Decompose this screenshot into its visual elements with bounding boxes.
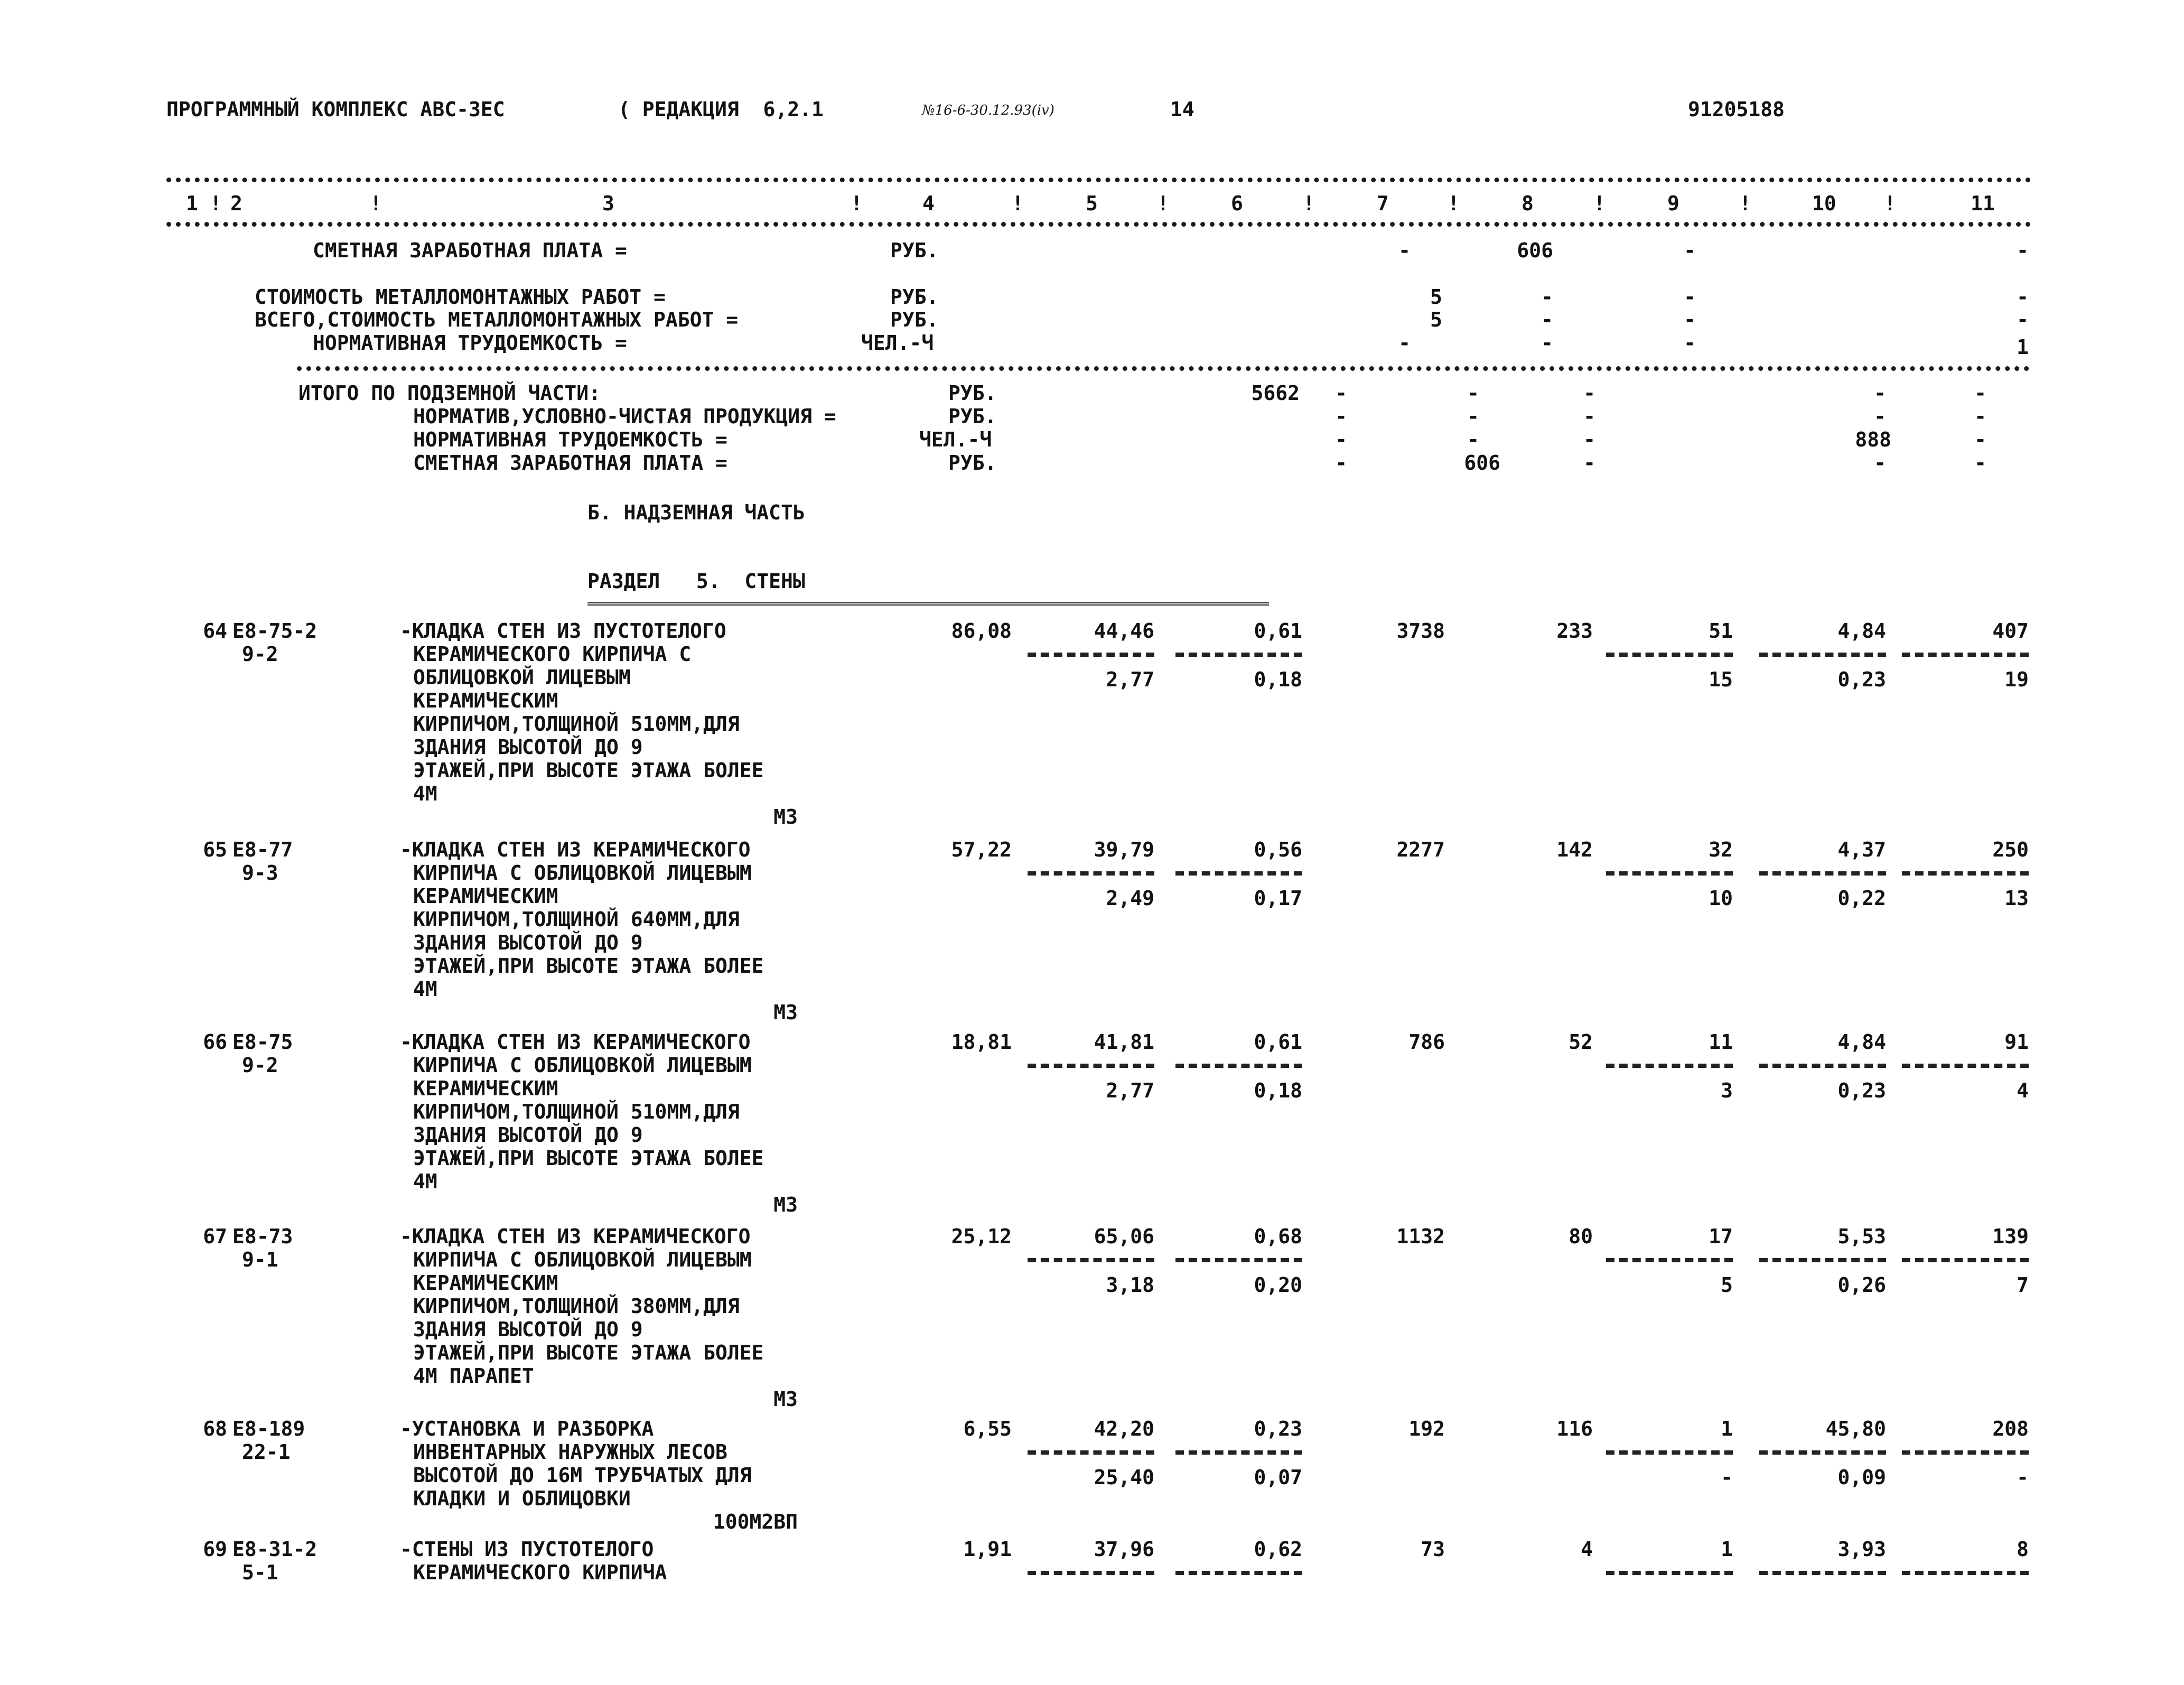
column-number: 8 [1522, 192, 1534, 215]
page-number: 14 [1170, 98, 1194, 121]
price-separator [1028, 1571, 1154, 1575]
item-description-line: ИНВЕНТАРНЫХ НАРУЖНЫХ ЛЕСОВ [413, 1440, 727, 1464]
item-code: Е8-31-2 [232, 1538, 318, 1561]
resource-separator [1902, 653, 2029, 657]
item-number: 66 [203, 1030, 227, 1054]
document-code: 91205188 [1688, 98, 1785, 121]
resource-separator [1902, 1450, 2029, 1455]
item-description-line: 4М [413, 978, 437, 1001]
item-col10: 5,53 [1837, 1225, 1886, 1248]
item-description-line: ЭТАЖЕЙ,ПРИ ВЫСОТЕ ЭТАЖА БОЛЕЕ [413, 1341, 764, 1364]
total-unit: РУБ. [948, 405, 997, 428]
item-col9-sub: - [1721, 1466, 1733, 1489]
item-machine-price: 2,49 [1106, 887, 1154, 910]
summary-rule [297, 366, 2030, 371]
item-unit-wage: 0,61 [1254, 619, 1302, 643]
total-value: - [1467, 405, 1479, 428]
item-machine-wage: 0,07 [1254, 1466, 1302, 1489]
item-col10: 4,84 [1837, 619, 1886, 643]
total-value: - [1974, 381, 1986, 405]
summary-unit: РУБ. [890, 308, 939, 331]
total-value: - [1974, 428, 1986, 451]
item-machine-price: 25,40 [1094, 1466, 1154, 1489]
summary-value: - [1398, 331, 1411, 355]
item-description-line: -СТЕНЫ ИЗ ПУСТОТЕЛОГО [400, 1538, 654, 1561]
item-code: Е8-75 [232, 1030, 293, 1054]
resource-separator [1759, 1064, 1886, 1068]
item-col9: 32 [1709, 838, 1733, 861]
column-number: 1 [186, 192, 198, 215]
item-col9: 11 [1709, 1030, 1733, 1054]
summary-value: 606 [1517, 239, 1553, 262]
item-code-sub: 5-1 [242, 1561, 278, 1584]
resource-separator [1902, 1571, 2029, 1575]
item-unit-wage: 0,61 [1254, 1030, 1302, 1054]
item-description-line: КИРПИЧОМ,ТОЛЩИНОЙ 640ММ,ДЛЯ [413, 908, 740, 931]
item-description-line: КЕРАМИЧЕСКИМ [413, 885, 558, 908]
resource-separator [1606, 1450, 1733, 1455]
item-col10-sub: 0,23 [1837, 668, 1886, 691]
summary-label: СТОИМОСТЬ МЕТАЛЛОМОНТАЖНЫХ РАБОТ = [255, 285, 666, 309]
item-col11: 91 [2004, 1030, 2029, 1054]
total-value: - [1335, 381, 1347, 405]
resource-separator [1759, 653, 1886, 657]
item-description-line: ЗДАНИЯ ВЫСОТОЙ ДО 9 [413, 736, 643, 759]
item-description-line: 4М [413, 1170, 437, 1193]
item-col9: 17 [1709, 1225, 1733, 1248]
item-total-cost: 786 [1408, 1030, 1445, 1054]
item-unit: М3 [773, 1193, 798, 1216]
part-title: Б. НАДЗЕМНАЯ ЧАСТЬ [587, 501, 805, 524]
item-unit-wage: 0,23 [1254, 1417, 1302, 1440]
item-col11: 208 [1992, 1417, 2029, 1440]
item-description-line: ОБЛИЦОВКОЙ ЛИЦЕВЫМ [413, 666, 631, 689]
item-number: 68 [203, 1417, 227, 1440]
item-total-cost: 1132 [1396, 1225, 1445, 1248]
price-separator [1028, 1258, 1154, 1262]
total-label: НОРМАТИВНАЯ ТРУДОЕМКОСТЬ = [413, 428, 727, 451]
item-code: Е8-73 [232, 1225, 293, 1248]
underground-total-title: ИТОГО ПО ПОДЗЕМНОЙ ЧАСТИ: [298, 381, 601, 405]
item-total-wage: 116 [1556, 1417, 1593, 1440]
item-description-line: КИРПИЧОМ,ТОЛЩИНОЙ 510ММ,ДЛЯ [413, 712, 740, 736]
item-code: Е8-75-2 [232, 619, 318, 643]
item-total-cost: 192 [1408, 1417, 1445, 1440]
summary-unit: РУБ. [890, 285, 939, 309]
summary-unit: ЧЕЛ.-Ч [861, 331, 934, 355]
item-code-sub: 9-2 [242, 643, 278, 666]
resource-separator [1902, 871, 2029, 876]
item-col11: 8 [2017, 1538, 2029, 1561]
item-total-wage: 52 [1569, 1030, 1593, 1054]
item-code: Е8-189 [232, 1417, 305, 1440]
price-separator [1175, 653, 1302, 657]
item-unit-price: 42,20 [1094, 1417, 1154, 1440]
summary-value: - [1541, 285, 1553, 309]
item-col10: 4,37 [1837, 838, 1886, 861]
summary-value: - [1684, 285, 1696, 309]
summary-value: - [2017, 285, 2029, 309]
item-col10-sub: 0,26 [1837, 1273, 1886, 1297]
total-unit: РУБ. [948, 451, 997, 474]
item-code-sub: 22-1 [242, 1440, 291, 1464]
total-unit: РУБ. [948, 381, 997, 405]
item-col9: 51 [1709, 619, 1733, 643]
item-total-cost: 73 [1421, 1538, 1445, 1561]
price-separator [1028, 653, 1154, 657]
total-unit: ЧЕЛ.-Ч [919, 428, 992, 451]
item-description-line: -КЛАДКА СТЕН ИЗ КЕРАМИЧЕСКОГО [400, 1225, 751, 1248]
summary-value: 1 [2017, 336, 2029, 359]
item-col9: 1 [1721, 1538, 1733, 1561]
price-separator [1175, 871, 1302, 876]
resource-separator [1902, 1258, 2029, 1262]
item-description-line: ЗДАНИЯ ВЫСОТОЙ ДО 9 [413, 931, 643, 954]
item-machine-wage: 0,18 [1254, 1079, 1302, 1102]
edition: ( РЕДАКЦИЯ 6,2.1 [618, 98, 824, 121]
item-col10-sub: 0,23 [1837, 1079, 1886, 1102]
item-total-cost: 3738 [1396, 619, 1445, 643]
item-unit: 100М2ВП [713, 1510, 798, 1533]
item-number: 69 [203, 1538, 227, 1561]
price-separator [1028, 1450, 1154, 1455]
item-total-wage: 142 [1556, 838, 1593, 861]
total-value: - [1583, 381, 1595, 405]
item-unit: М3 [773, 805, 798, 828]
item-col11-sub: 4 [2017, 1079, 2029, 1102]
item-col9-sub: 10 [1709, 887, 1733, 910]
top-rule [166, 178, 2031, 182]
summary-value: - [1684, 331, 1696, 355]
resource-separator [1606, 1258, 1733, 1262]
item-description-line: ВЫСОТОЙ ДО 16М ТРУБЧАТЫХ ДЛЯ [413, 1464, 752, 1487]
item-quantity: 18,81 [951, 1030, 1012, 1054]
column-number: 5 [1086, 192, 1098, 215]
total-value: - [1583, 405, 1595, 428]
total-value: - [1974, 405, 1986, 428]
item-description-line: КИРПИЧА С ОБЛИЦОВКОЙ ЛИЦЕВЫМ [413, 1248, 752, 1271]
item-col10: 4,84 [1837, 1030, 1886, 1054]
summary-value: - [1684, 308, 1696, 331]
total-value: - [1874, 405, 1886, 428]
item-col9-sub: 3 [1721, 1079, 1733, 1102]
item-description-line: ЗДАНИЯ ВЫСОТОЙ ДО 9 [413, 1318, 643, 1341]
summary-value: - [1541, 331, 1553, 355]
column-number: 4 [922, 192, 935, 215]
item-col11-sub: 7 [2017, 1273, 2029, 1297]
summary-value: - [2017, 239, 2029, 262]
item-machine-price: 2,77 [1106, 668, 1154, 691]
column-number: 11 [1971, 192, 1995, 215]
item-col10-sub: 0,22 [1837, 887, 1886, 910]
column-number: 9 [1667, 192, 1679, 215]
item-col11-sub: - [2017, 1466, 2029, 1489]
item-description-line: -КЛАДКА СТЕН ИЗ ПУСТОТЕЛОГО [400, 619, 726, 643]
price-separator [1175, 1258, 1302, 1262]
item-code-sub: 9-2 [242, 1054, 278, 1077]
price-separator [1028, 871, 1154, 876]
total-value: - [1583, 451, 1595, 474]
item-code-sub: 9-3 [242, 861, 278, 885]
item-description-line: КИРПИЧА С ОБЛИЦОВКОЙ ЛИЦЕВЫМ [413, 1054, 752, 1077]
item-col11: 139 [1992, 1225, 2029, 1248]
item-description-line: КИРПИЧОМ,ТОЛЩИНОЙ 510ММ,ДЛЯ [413, 1100, 740, 1123]
total-value: - [1874, 451, 1886, 474]
item-unit-wage: 0,62 [1254, 1538, 1302, 1561]
summary-value: - [1398, 239, 1411, 262]
item-total-cost: 2277 [1396, 838, 1445, 861]
resource-separator [1606, 1064, 1733, 1068]
item-unit-wage: 0,68 [1254, 1225, 1302, 1248]
price-separator [1028, 1064, 1154, 1068]
item-unit-price: 37,96 [1094, 1538, 1154, 1561]
item-description-line: ЭТАЖЕЙ,ПРИ ВЫСОТЕ ЭТАЖА БОЛЕЕ [413, 759, 764, 782]
summary-value: 5 [1430, 308, 1442, 331]
item-number: 64 [203, 619, 227, 643]
item-machine-price: 3,18 [1106, 1273, 1154, 1297]
item-col11-sub: 19 [2004, 668, 2029, 691]
resource-separator [1759, 1258, 1886, 1262]
item-col11: 407 [1992, 619, 2029, 643]
total-value: - [1335, 428, 1347, 451]
total-value: - [1974, 451, 1986, 474]
item-unit-price: 39,79 [1094, 838, 1154, 861]
item-description-line: КЕРАМИЧЕСКОГО КИРПИЧА [413, 1561, 667, 1584]
summary-unit: РУБ. [890, 239, 939, 262]
total-value: - [1583, 428, 1595, 451]
item-description-line: КЕРАМИЧЕСКОГО КИРПИЧА С [413, 643, 692, 666]
summary-label: НОРМАТИВНАЯ ТРУДОЕМКОСТЬ = [313, 331, 627, 355]
item-description-line: ЭТАЖЕЙ,ПРИ ВЫСОТЕ ЭТАЖА БОЛЕЕ [413, 954, 764, 978]
item-unit: М3 [773, 1001, 798, 1024]
column-number: 10 [1812, 192, 1836, 215]
item-machine-wage: 0,20 [1254, 1273, 1302, 1297]
item-quantity: 1,91 [963, 1538, 1012, 1561]
item-description-line: ЭТАЖЕЙ,ПРИ ВЫСОТЕ ЭТАЖА БОЛЕЕ [413, 1147, 764, 1170]
total-value: 5662 [1251, 381, 1300, 405]
item-quantity: 25,12 [951, 1225, 1012, 1248]
summary-label: ВСЕГО,СТОИМОСТЬ МЕТАЛЛОМОНТАЖНЫХ РАБОТ = [255, 308, 739, 331]
section-underline [587, 602, 1269, 606]
item-description-line: 4М ПАРАПЕТ [413, 1364, 534, 1388]
summary-value: - [1541, 308, 1553, 331]
resource-separator [1606, 653, 1733, 657]
item-col9-sub: 15 [1709, 668, 1733, 691]
item-description-line: КЕРАМИЧЕСКИМ [413, 1271, 558, 1295]
total-value: - [1874, 381, 1886, 405]
item-code: Е8-77 [232, 838, 293, 861]
resource-separator [1606, 871, 1733, 876]
item-col9-sub: 5 [1721, 1273, 1733, 1297]
item-description-line: КИРПИЧОМ,ТОЛЩИНОЙ 380ММ,ДЛЯ [413, 1295, 740, 1318]
item-description-line: КИРПИЧА С ОБЛИЦОВКОЙ ЛИЦЕВЫМ [413, 861, 752, 885]
item-quantity: 57,22 [951, 838, 1012, 861]
item-col11-sub: 13 [2004, 887, 2029, 910]
item-number: 65 [203, 838, 227, 861]
item-machine-wage: 0,18 [1254, 668, 1302, 691]
item-unit-price: 41,81 [1094, 1030, 1154, 1054]
item-unit: М3 [773, 1388, 798, 1411]
item-description-line: КЛАДКИ И ОБЛИЦОВКИ [413, 1487, 631, 1510]
item-description-line: -УСТАНОВКА И РАЗБОРКА [400, 1417, 654, 1440]
total-value: - [1335, 451, 1347, 474]
item-col10-sub: 0,09 [1837, 1466, 1886, 1489]
resource-separator [1759, 871, 1886, 876]
item-total-wage: 4 [1581, 1538, 1593, 1561]
item-unit-wage: 0,56 [1254, 838, 1302, 861]
total-value: - [1467, 381, 1479, 405]
item-unit-price: 65,06 [1094, 1225, 1154, 1248]
item-number: 67 [203, 1225, 227, 1248]
total-value: 606 [1464, 451, 1500, 474]
column-number: 3 [602, 192, 614, 215]
resource-separator [1759, 1450, 1886, 1455]
header-bottom-rule [166, 222, 2031, 227]
item-code-sub: 9-1 [242, 1248, 278, 1271]
total-value: - [1335, 405, 1347, 428]
resource-separator [1759, 1571, 1886, 1575]
item-description-line: КЕРАМИЧЕСКИМ [413, 689, 558, 712]
item-description-line: ЗДАНИЯ ВЫСОТОЙ ДО 9 [413, 1123, 643, 1147]
section-title: РАЗДЕЛ 5. СТЕНЫ [587, 570, 805, 593]
total-value: - [1467, 428, 1479, 451]
item-quantity: 86,08 [951, 619, 1012, 643]
item-description-line: КЕРАМИЧЕСКИМ [413, 1077, 558, 1100]
price-separator [1175, 1064, 1302, 1068]
item-description-line: -КЛАДКА СТЕН ИЗ КЕРАМИЧЕСКОГО [400, 1030, 751, 1054]
item-col10: 45,80 [1825, 1417, 1886, 1440]
item-col11: 250 [1992, 838, 2029, 861]
item-quantity: 6,55 [963, 1417, 1012, 1440]
item-description-line: 4М [413, 782, 437, 805]
item-col10: 3,93 [1837, 1538, 1886, 1561]
total-label: НОРМАТИВ,УСЛОВНО-ЧИСТАЯ ПРОДУКЦИЯ = [413, 405, 836, 428]
total-label: СМЕТНАЯ ЗАРАБОТНАЯ ПЛАТА = [413, 451, 727, 474]
price-separator [1175, 1571, 1302, 1575]
summary-value: 5 [1430, 285, 1442, 309]
column-number: 6 [1231, 192, 1243, 215]
item-machine-wage: 0,17 [1254, 887, 1302, 910]
item-total-wage: 80 [1569, 1225, 1593, 1248]
price-separator [1175, 1450, 1302, 1455]
handwritten-note: №16-6-30.12.93(iv) [922, 103, 1054, 118]
item-description-line: -КЛАДКА СТЕН ИЗ КЕРАМИЧЕСКОГО [400, 838, 751, 861]
total-value: 888 [1855, 428, 1891, 451]
column-number: 2 [230, 192, 242, 215]
item-total-wage: 233 [1556, 619, 1593, 643]
item-unit-price: 44,46 [1094, 619, 1154, 643]
program-name: ПРОГРАММНЫЙ КОМПЛЕКС АВС-ЗЕС [166, 98, 505, 121]
column-number: 7 [1377, 192, 1389, 215]
item-machine-price: 2,77 [1106, 1079, 1154, 1102]
item-col9: 1 [1721, 1417, 1733, 1440]
summary-label: СМЕТНАЯ ЗАРАБОТНАЯ ПЛАТА = [313, 239, 627, 262]
summary-value: - [2017, 308, 2029, 331]
resource-separator [1606, 1571, 1733, 1575]
summary-value: - [1684, 239, 1696, 262]
resource-separator [1902, 1064, 2029, 1068]
